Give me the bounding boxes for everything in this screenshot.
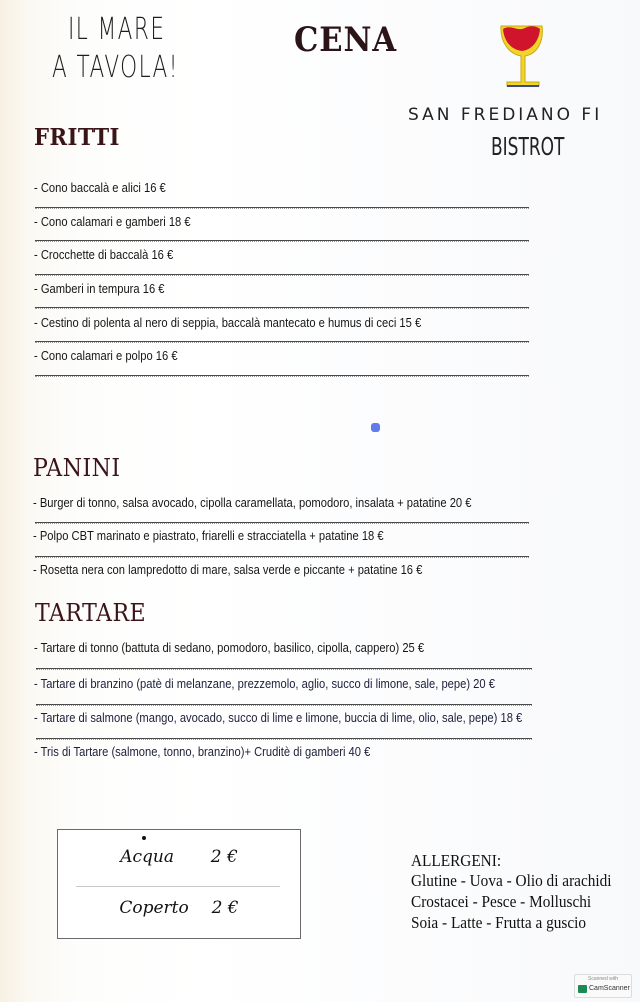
menu-item: - Tartare di salmone (mango, avocado, succo di lime e limone, buccia di lime, olio, sale, pepe) 18 € [34,710,523,725]
divider [76,886,280,887]
divider [35,307,529,309]
menu-item: - Polpo CBT marinato e piastrato, friarelli e stracciatella + patatine 18 € [33,528,384,543]
allergens-line: Crostacei - Pesce - Molluschi [411,892,592,911]
camscanner-watermark [574,974,632,998]
location-label: SAN FREDIANO FI [408,105,603,125]
menu-item: - Crocchette di baccalà 16 € [34,247,174,262]
logo-line-2: A TAVOLA! [52,50,179,85]
ink-dot [142,836,146,840]
allergens-title: ALLERGENI: [411,851,502,870]
menu-item: - Gamberi in tempura 16 € [34,281,165,296]
venue-name: BISTROT [491,132,565,161]
divider [36,738,532,740]
extras-row-acqua [58,847,300,867]
divider [35,556,529,558]
divider [35,375,529,377]
section-title: TARTARE [35,599,147,627]
divider [35,207,529,209]
divider [35,341,529,343]
divider [35,522,529,524]
divider [36,704,532,706]
menu-item: - Tartare di tonno (battuta di sedano, pomodoro, basilico, cipolla, cappero) 25 € [34,640,425,655]
extras-box [57,829,301,939]
menu-item: - Rosetta nera con lampredotto di mare, salsa verde e piccante + patatine 16 € [33,562,423,577]
extras-price: 2 € [211,898,239,918]
divider [35,274,529,276]
extras-label: Acqua [120,847,174,867]
logo-line-1: IL MARE [68,12,166,47]
allergens-line: Soia - Latte - Frutta a guscio [411,913,587,932]
extras-price: 2 € [210,847,238,867]
menu-item: - Cono baccalà e alici 16 € [34,180,166,195]
extras-row-coperto [58,898,300,918]
menu-item: - Cono calamari e gamberi 18 € [34,214,191,229]
extras-label: Coperto [119,898,189,918]
watermark-line-1: Scanned with [587,976,619,982]
section-title: PANINI [33,454,121,482]
menu-item: - Cestino di polenta al nero di seppia, baccalà mantecato e humus di ceci 15 € [34,315,422,330]
menu-item: - Burger di tonno, salsa avocado, cipolla caramellata, pomodoro, insalata + patatine 20 € [33,495,472,510]
scan-artifact [371,423,380,432]
menu-item: - Cono calamari e polpo 16 € [34,348,178,363]
divider [35,240,529,242]
allergens-line: Glutine - Uova - Olio di arachidi [411,871,612,890]
page-title: CENA [294,20,397,60]
watermark-line-2: CamScanner [589,985,630,992]
camscanner-icon [578,985,587,993]
wine-glass-icon [497,20,549,92]
menu-item: - Tartare di branzino (patè di melanzane, prezzemolo, aglio, succo di limone, sale, pepe) 20 € [34,676,495,691]
divider [36,668,532,670]
section-title: FRITTI [34,124,120,151]
menu-item: - Tris di Tartare (salmone, tonno, branzino)+ Cruditè di gamberi 40 € [34,744,371,759]
